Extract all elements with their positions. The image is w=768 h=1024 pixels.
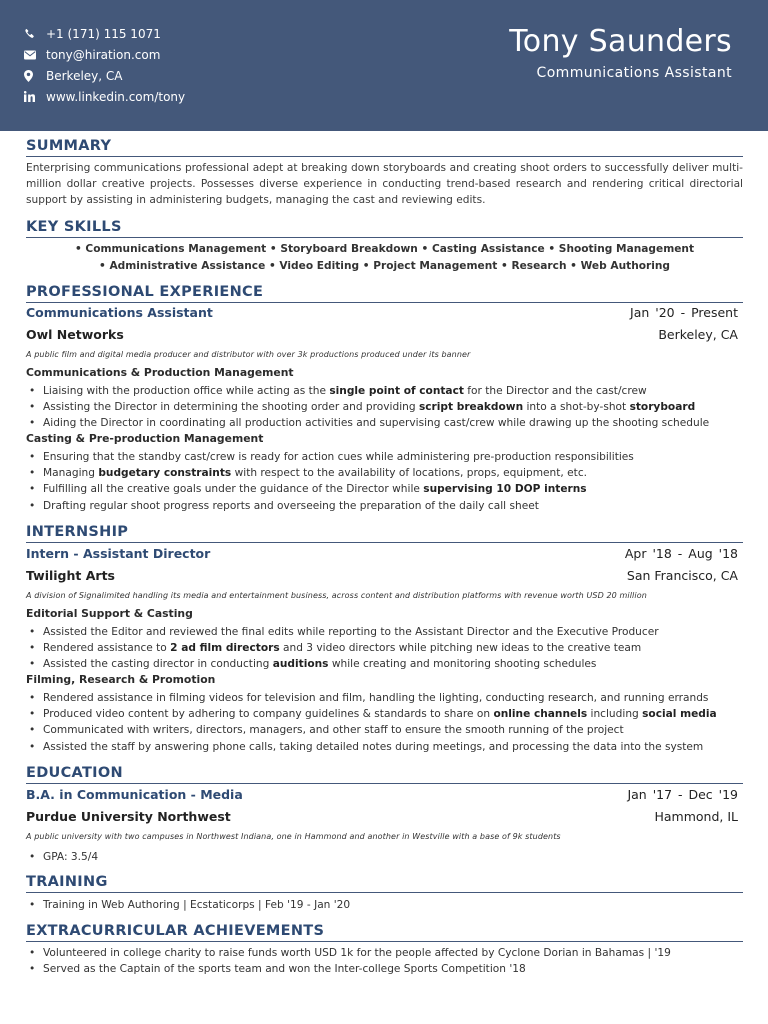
bullet-item: [26, 498, 743, 514]
bullet-item: [26, 624, 743, 640]
internship-location: San Francisco, CA: [626, 568, 738, 583]
bullet-text: Liaising with the production office while acting as the: [43, 385, 330, 397]
contact-phone: [24, 23, 185, 44]
experience-org: Owl Networks: [26, 327, 124, 342]
bullet-text: and 3 video directors while pitching new ideas to the creative team: [279, 642, 642, 655]
experience-org-row: [26, 327, 738, 342]
bullet-item: [26, 722, 743, 738]
phone-icon: [24, 28, 46, 39]
bullet-text: Assisting the Director in determining the shooting order and providing: [43, 401, 419, 414]
bullet-text: Aiding the Director in coordinating all production activities and supervising cast/crew while drawing up the shooting schedule: [43, 417, 710, 430]
linkedin-text[interactable]: www.linkedin.com/tony: [46, 89, 186, 104]
bullet-text: into a shot-by-shot: [523, 401, 630, 414]
bullet-item: • Volunteered in college charity to raise funds worth USD 1k for the people affected by Cyclone Dorian in Bahamas | '19: [26, 945, 743, 961]
bullet-item: [26, 706, 743, 722]
email-icon: [24, 50, 46, 60]
bullet-item: [26, 656, 743, 672]
skills-line-1: • Communications Management • Storyboard Breakdown • Casting Assistance • Shooting Management: [74, 243, 695, 255]
contact-linkedin: [24, 86, 185, 107]
phone-text: +1 (171) 115 1071: [46, 26, 161, 41]
internship-org: Twilight Arts: [26, 568, 115, 583]
education-org: Purdue University Northwest: [26, 809, 231, 824]
linkedin-icon: [24, 91, 46, 102]
extracurricular-list: [26, 945, 743, 977]
bullet-text: with respect to the availability of locations, props, equipment, etc.: [231, 467, 588, 480]
bullet-item: • GPA: 3.5/4: [26, 849, 743, 865]
experience-group-2-list: [26, 449, 743, 514]
education-degree-row: [26, 787, 738, 802]
education-degree: B.A. in Communication - Media: [26, 787, 243, 802]
experience-group-1-list: [26, 383, 743, 432]
bullet-item: [26, 449, 743, 465]
contact-email: [24, 44, 185, 65]
experience-role-row: [26, 305, 738, 320]
bullet-item: [26, 399, 743, 415]
education-description: A public university with two campuses in Northwest Indiana, one in Hammond and another in Westville with a base of 9k students: [26, 832, 561, 841]
internship-group-2-heading: Filming, Research & Promotion: [26, 673, 216, 686]
bullet-item: [26, 481, 743, 497]
education-org-row: [26, 809, 738, 824]
bullet-text: Assisted the staff by answering phone calls, taking detailed notes during meetings, and processing the data into the system: [43, 740, 704, 753]
bullet-highlight: social media: [642, 708, 717, 721]
bullet-text: Fulfilling all the creative goals under the guidance of the Director while: [43, 483, 424, 496]
education-dates: Jan '17 - Dec '19: [627, 787, 738, 802]
experience-location: Berkeley, CA: [658, 327, 738, 342]
section-heading-internship: INTERNSHIP: [26, 523, 743, 543]
section-heading-education: EDUCATION: [26, 764, 743, 784]
bullet-highlight: online channels: [493, 708, 588, 721]
bullet-highlight: auditions: [272, 658, 329, 671]
bullet-item: • Training in Web Authoring | Ecstaticorps | Feb '19 - Jan '20: [26, 897, 743, 913]
bullet-text: Ensuring that the standby cast/crew is ready for action cues while administering pre-production responsibilities: [43, 451, 634, 463]
bullet-item: [26, 739, 743, 755]
internship-description: A division of Signalimited handling its media and entertainment business, across content and distribution platforms with revenue worth USD 20 million: [26, 591, 647, 600]
skills-list: [26, 241, 743, 274]
bullet-item: [26, 465, 743, 481]
bullet-text: Drafting regular shoot progress reports and overseeing the preparation of the daily call sheet: [43, 499, 539, 512]
bullet-text: including: [587, 708, 643, 721]
bullet-highlight: supervising 10 DOP interns: [423, 483, 587, 496]
bullet-item: [26, 690, 743, 706]
bullet-item: [26, 640, 743, 656]
section-heading-summary: SUMMARY: [26, 137, 743, 157]
section-heading-training: TRAINING: [26, 873, 743, 893]
bullet-text: Rendered assistance in filming videos for television and film, handling the lighting, conducting research, and running errands: [43, 692, 709, 704]
internship-group-1-heading: Editorial Support & Casting: [26, 607, 193, 620]
email-text[interactable]: tony@hiration.com: [46, 47, 161, 62]
bullet-item: • Served as the Captain of the sports team and won the Inter-college Sports Competition '18: [26, 961, 743, 977]
contact-list: [24, 23, 185, 107]
bullet-highlight: script breakdown: [418, 401, 524, 414]
training-list: [26, 897, 743, 913]
candidate-title: Communications Assistant: [536, 65, 732, 81]
section-heading-experience: PROFESSIONAL EXPERIENCE: [26, 283, 743, 303]
bullet-item: [26, 415, 743, 431]
education-list: [26, 849, 743, 865]
bullet-text: Assisted the Editor and reviewed the final edits while reporting to the Assistant Director and the Executive Producer: [43, 626, 659, 638]
location-text: Berkeley, CA: [46, 68, 123, 83]
bullet-text: Produced video content by adhering to company guidelines & standards to share on: [43, 708, 494, 721]
internship-org-row: [26, 568, 738, 583]
experience-group-1-heading: Communications & Production Management: [26, 366, 294, 379]
internship-role: Intern - Assistant Director: [26, 546, 211, 561]
education-location: Hammond, IL: [654, 809, 738, 824]
bullet-text: Rendered assistance to: [43, 642, 171, 655]
internship-group-2-list: [26, 690, 743, 755]
summary-text: Enterprising communications professional adept at breaking down storyboards and creating shoot orders to successfully deliver multi-million dollar creative projects. Possesses diverse experience in conducting trend-based research and rendering critical directorial support by assisting in administering budgets, managing the cast and reviewing edits.: [26, 162, 743, 207]
experience-description: A public film and digital media producer and distributor with over 3k productions produced under its banner: [26, 350, 471, 359]
location-pin-icon: [24, 70, 46, 82]
bullet-highlight: budgetary constraints: [98, 467, 232, 480]
bullet-text: Assisted the casting director in conducting: [43, 658, 273, 671]
internship-group-1-list: [26, 624, 743, 673]
header-banner: [0, 0, 768, 131]
bullet-text: for the Director and the cast/crew: [463, 385, 647, 397]
section-heading-extracurricular: EXTRACURRICULAR ACHIEVEMENTS: [26, 922, 743, 942]
contact-location: [24, 65, 185, 86]
skills-line-2: • Administrative Assistance • Video Editing • Project Management • Research • Web Authoring: [99, 259, 670, 272]
bullet-item: [26, 383, 743, 399]
internship-role-row: [26, 546, 738, 561]
internship-dates: Apr '18 - Aug '18: [624, 546, 738, 561]
bullet-highlight: 2 ad film directors: [170, 642, 280, 655]
bullet-text: while creating and monitoring shooting schedules: [328, 658, 597, 671]
bullet-text: Communicated with writers, directors, managers, and other staff to ensure the smooth running of the project: [43, 724, 624, 737]
bullet-highlight: storyboard: [629, 401, 696, 414]
bullet-highlight: single point of contact: [329, 385, 464, 397]
experience-dates: Jan '20 - Present: [630, 305, 738, 320]
bullet-text: Managing: [43, 467, 99, 480]
experience-group-2-heading: Casting & Pre-production Management: [26, 432, 264, 445]
candidate-name: Tony Saunders: [509, 24, 732, 59]
experience-role: Communications Assistant: [26, 305, 213, 320]
section-heading-skills: KEY SKILLS: [26, 218, 743, 238]
